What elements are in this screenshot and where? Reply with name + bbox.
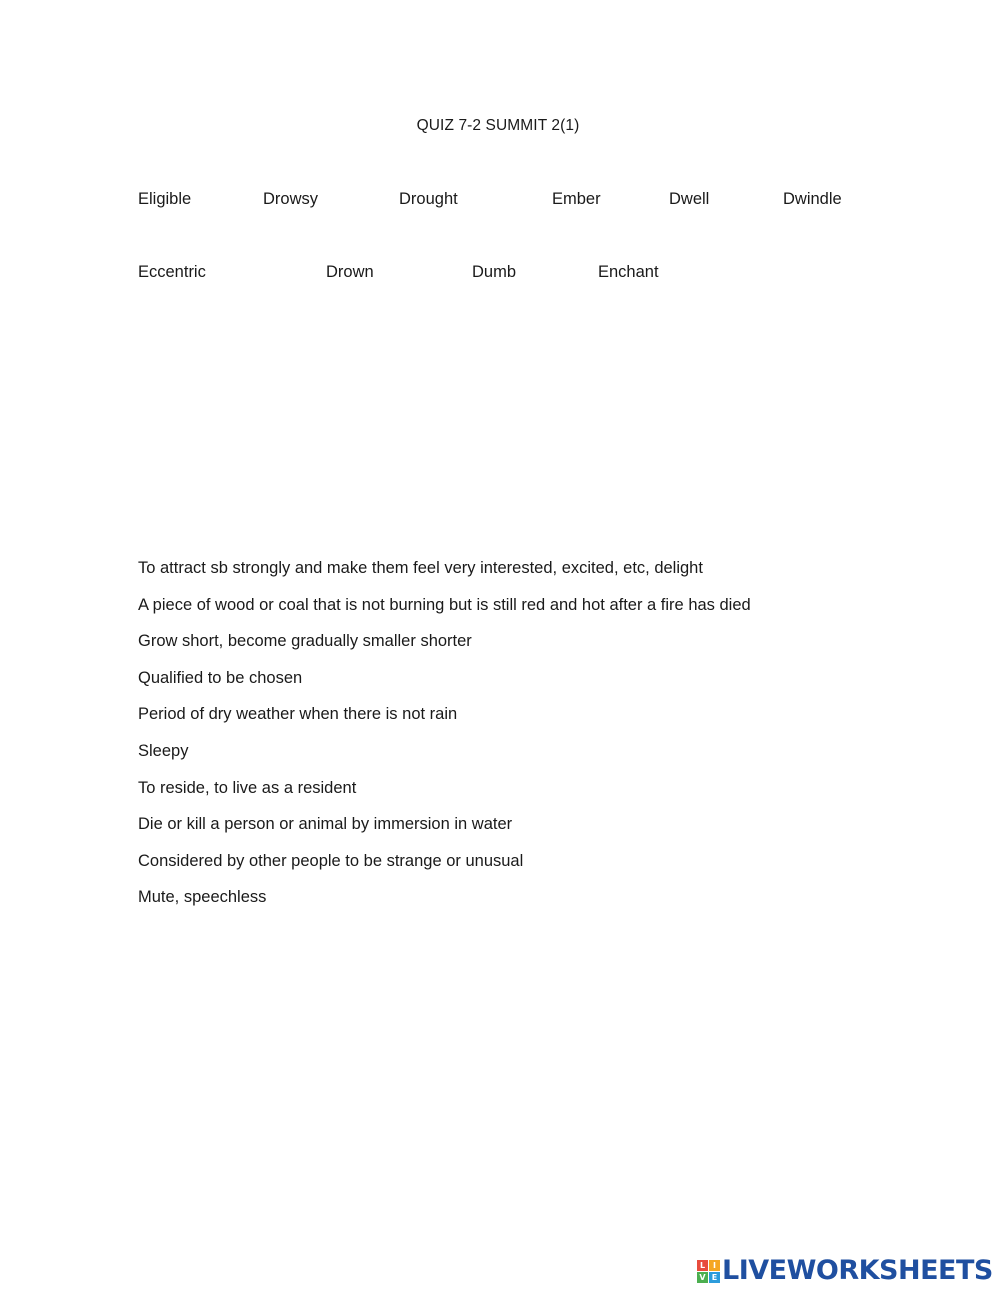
definitions-list: [138, 556, 751, 922]
definition-item: Period of dry weather when there is not rain: [138, 705, 458, 724]
definition-item: To reside, to live as a resident: [138, 778, 357, 797]
word-bank-item[interactable]: Dwindle: [783, 190, 842, 208]
word-bank-item[interactable]: Drowsy: [263, 190, 319, 208]
logo-block: V: [697, 1272, 708, 1283]
word-bank-item[interactable]: Ember: [552, 190, 601, 208]
word-bank-item[interactable]: Drown: [326, 263, 374, 281]
definition-item: To attract sb strongly and make them feel very interested, excited, etc, delight: [138, 559, 703, 577]
logo-block: I: [709, 1260, 720, 1271]
word-bank-item[interactable]: Drought: [399, 190, 458, 208]
word-bank-item[interactable]: Dwell: [669, 190, 710, 208]
logo-block: L: [697, 1260, 708, 1271]
liveworksheets-logo: [697, 1255, 993, 1287]
logo-blocks-icon: [697, 1260, 720, 1283]
definition-item: A piece of wood or coal that is not burning but is still red and hot after a fire has died: [138, 595, 751, 614]
logo-text: LIVEWORKSHEETS: [722, 1255, 993, 1286]
definition-item: Die or kill a person or animal by immersion in water: [138, 815, 513, 834]
definition-item: Sleepy: [138, 741, 189, 760]
page-title: QUIZ 7-2 SUMMIT 2(1): [416, 117, 580, 134]
definition-item: Mute, speechless: [138, 888, 267, 907]
word-bank-item[interactable]: Eligible: [138, 190, 192, 208]
definition-item: Considered by other people to be strange or unusual: [138, 851, 524, 870]
word-bank-item[interactable]: Dumb: [472, 263, 517, 281]
definition-item: Grow short, become gradually smaller shorter: [138, 632, 472, 651]
word-bank-item[interactable]: Enchant: [598, 263, 659, 281]
word-bank-item[interactable]: Eccentric: [138, 263, 206, 281]
definition-item: Qualified to be chosen: [138, 668, 303, 687]
logo-block: E: [709, 1272, 720, 1283]
